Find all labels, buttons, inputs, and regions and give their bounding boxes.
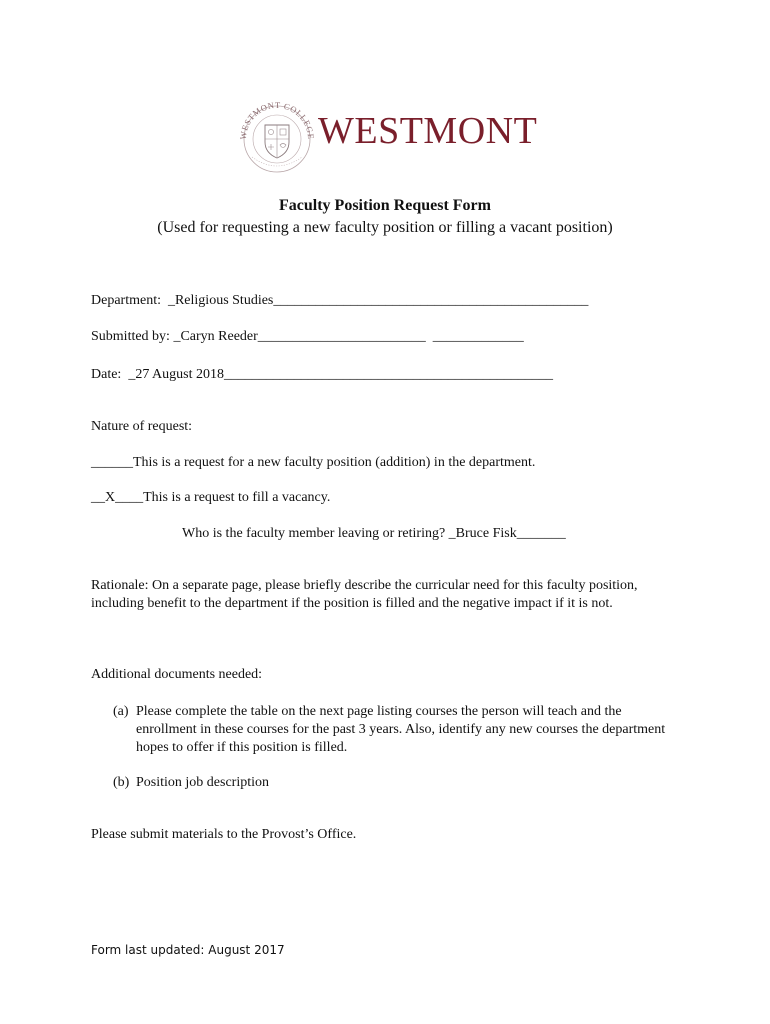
date-field: Date: _27 August 2018_______________________________________________ bbox=[91, 367, 553, 382]
leaving-faculty-question: Who is the faculty member leaving or retiring? _Bruce Fisk_______ bbox=[182, 526, 566, 541]
option-fill-vacancy: __X____This is a request to fill a vacancy. bbox=[91, 490, 331, 505]
westmont-logo bbox=[238, 95, 538, 175]
additional-documents-label: Additional documents needed: bbox=[91, 667, 263, 682]
form-title: Faculty Position Request Form bbox=[279, 197, 491, 214]
nature-of-request-label: Nature of request: bbox=[91, 419, 193, 434]
rationale-paragraph: Rationale: On a separate page, please briefly describe the curricular need for this faculty position, including benefit to the department if the position is filled and the negative impact if it is not. bbox=[91, 578, 638, 611]
item-a-marker: (a) bbox=[113, 704, 129, 719]
seal-text: WESTMONT COLLEGE bbox=[238, 99, 316, 140]
form-last-updated: Form last updated: August 2017 bbox=[91, 943, 285, 957]
department-field: Department: _Religious Studies_____________________________________________ bbox=[91, 293, 589, 308]
college-seal-icon bbox=[238, 95, 316, 175]
item-b-text: Position job description bbox=[136, 775, 269, 790]
submitted-by-field: Submitted by: _Caryn Reeder________________________ _____________ bbox=[91, 329, 524, 344]
option-new-position: ______This is a request for a new faculty position (addition) in the department. bbox=[91, 455, 536, 470]
form-subtitle: (Used for requesting a new faculty position or filling a vacant position) bbox=[157, 219, 613, 236]
westmont-wordmark: WESTMONT bbox=[318, 110, 538, 152]
item-b-marker: (b) bbox=[113, 775, 130, 790]
submit-instructions: Please submit materials to the Provost’s Office. bbox=[91, 827, 357, 842]
item-a-text: Please complete the table on the next page listing courses the person will teach and the enrollment in these courses for the past 3 years. Also, identify any new courses the department hopes to offer if this position is filled. bbox=[136, 704, 666, 755]
